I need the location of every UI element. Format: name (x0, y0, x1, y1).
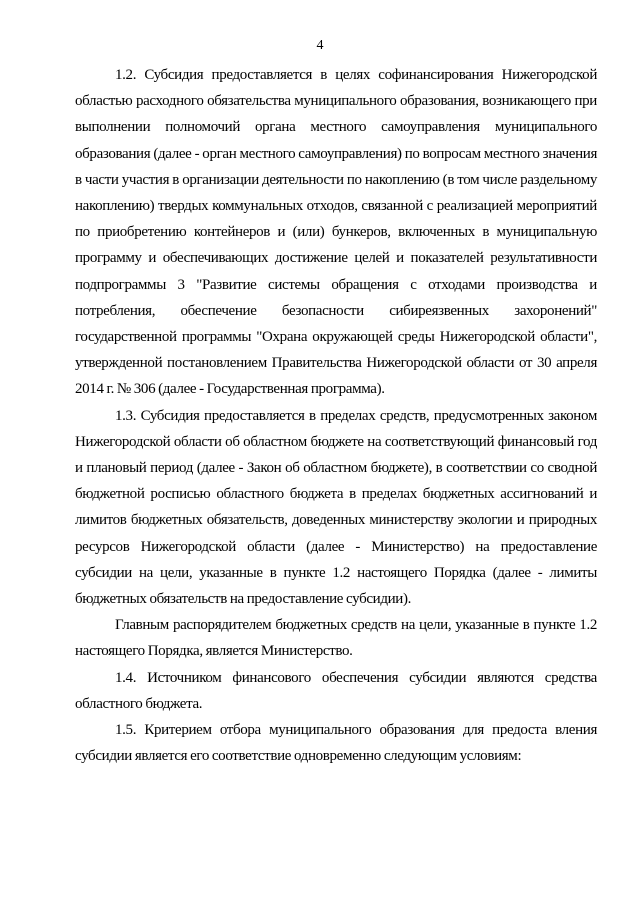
paragraph-1-2: 1.2. Субсидия предоставляется в целях софинансирования Нижегородской областью расходного обязательства муниципального образования, возникающего при выполнении полномочий органа местного самоуправления муниципального образования (далее - орган местного самоуправления) по вопросам местного значения в части участия в организации деятельности по накоплению (в том числе раздельному накоплению) твердых коммунальных отходов, связанной с реализацией мероприятий по приобретению контейнеров и (или) бункеров, включенных в муниципальную программу и обеспечивающих достижение целей и показателей результативности подпрограммы 3 "Развитие системы обращения с отходами производства и потребления, обеспечение безопасности сибиреязвенных захоронений" государственной программы "Охрана окружающей среды Нижегородской области", утвержденной постановлением Правительства Нижегородской области от 30 апреля 2014 г. № 306 (далее - Государственная программа). (75, 67, 597, 398)
paragraph-1-5: 1.5. Критерием отбора муниципального образования для предоста вления субсидии является его соответствие одновременно следующим условиям: (75, 722, 597, 765)
page-number: 4 (316, 38, 324, 53)
paragraph-main-administrator: Главным распорядителем бюджетных средств на цели, указанные в пункте 1.2 настоящего Порядка, является Министерство. (75, 617, 597, 660)
paragraph-1-3: 1.3. Субсидия предоставляется в пределах средств, предусмотренных законом Нижегородской области об областном бюджете на соответствующий финансовый год и плановый период (далее - Закон об областном бюджете), в соответствии со сводной бюджетной росписью областного бюджета в пределах бюджетных ассигнований и лимитов бюджетных обязательств, доведенных министерству экологии и природных ресурсов Нижегородской области (далее - Министерство) на предоставление субсидии на цели, указанные в пункте 1.2 настоящего Порядка (далее - лимиты бюджетных обязательств на предоставление субсидии). (75, 407, 597, 608)
paragraph-1-4: 1.4. Источником финансового обеспечения субсидии являются средства областного бюджета. (75, 669, 597, 712)
document-body (75, 62, 597, 769)
